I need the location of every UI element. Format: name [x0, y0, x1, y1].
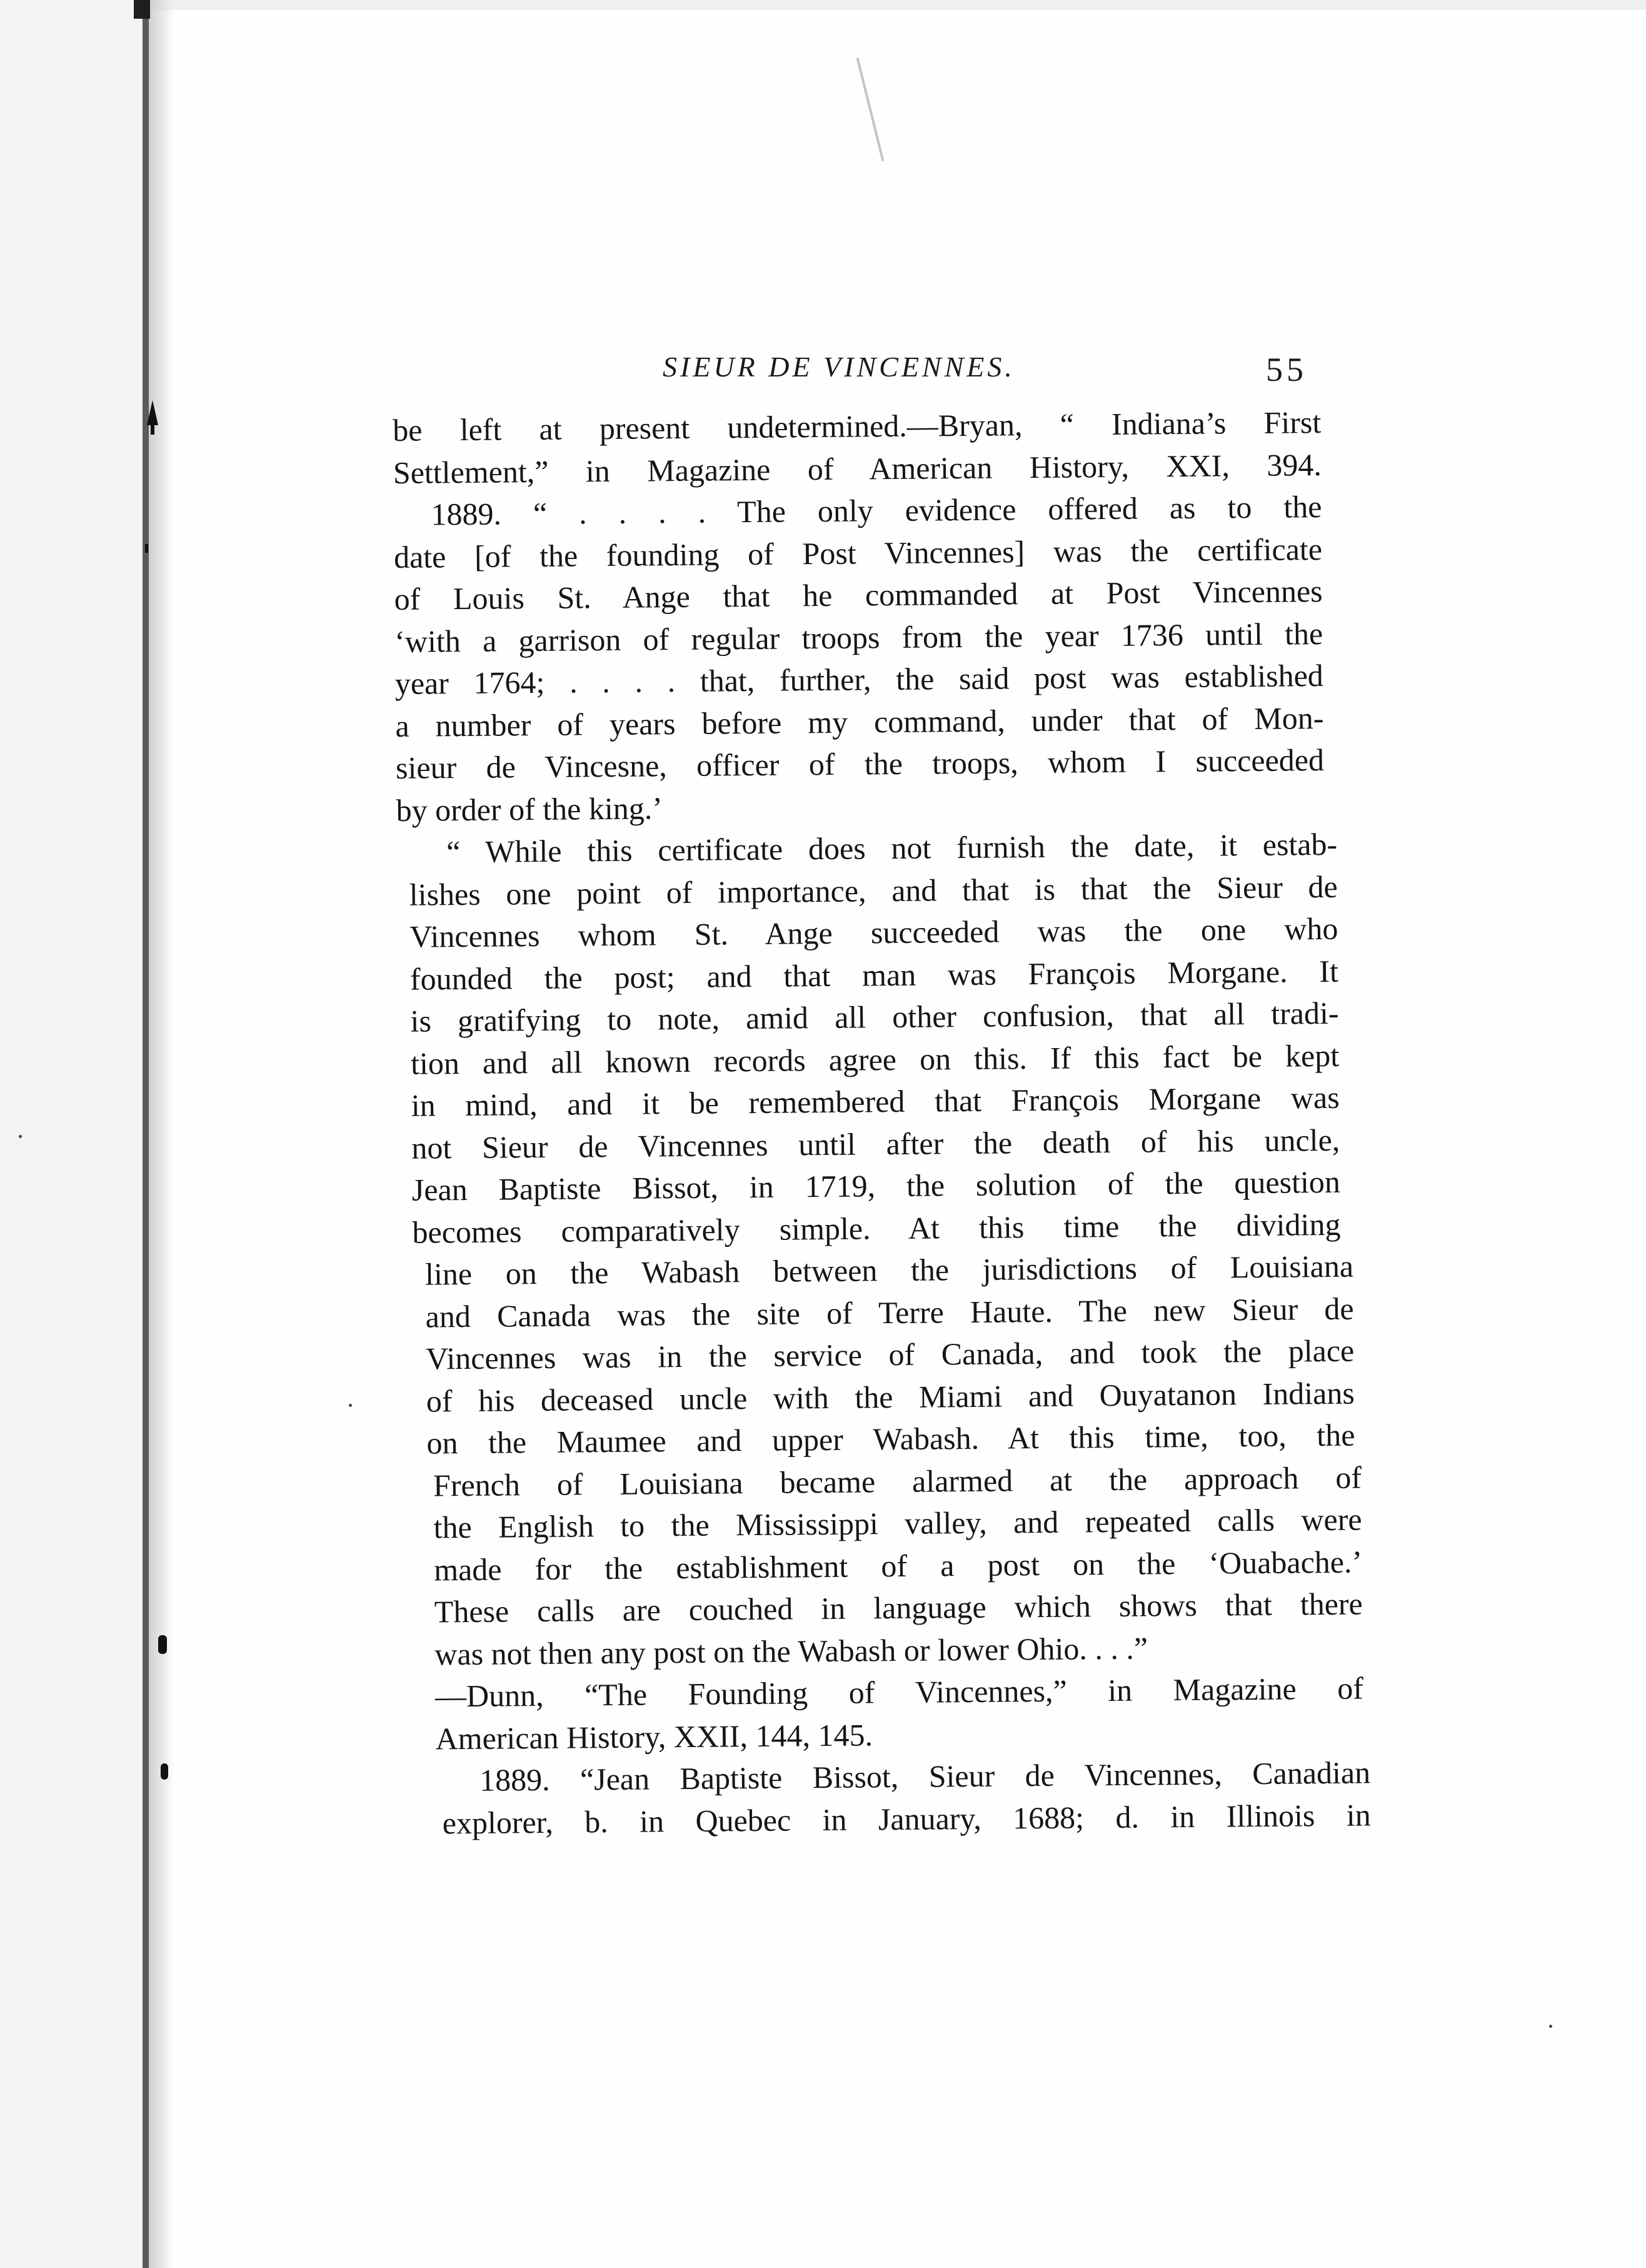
text-line: lishes one point of importance, and that is that the Sieur de	[409, 869, 1338, 912]
binding-edge	[143, 0, 149, 2268]
page-header	[0, 350, 1646, 394]
text-line: made for the establishment of a post on the ‘Ouabache.’	[433, 1544, 1363, 1587]
text-line: Vincennes was in the service of Canada, and took the place	[426, 1333, 1355, 1376]
dust-speck	[349, 1404, 352, 1407]
text-line: be left at present undetermined.—Bryan, “ Indiana’s First	[393, 405, 1322, 448]
text-line: Jean Baptiste Bissot, in 1719, the solution of the question	[411, 1164, 1341, 1207]
text-line: American History, XXII, 144, 145.	[435, 1716, 873, 1756]
page-number: 55	[1266, 351, 1307, 388]
text-line: tion and all known records agree on this. If this fact be kept	[410, 1037, 1340, 1081]
text-line: explorer, b. in Quebec in January, 1688; d. in Illinois in	[442, 1797, 1371, 1840]
text-line: 1889. “ . . . . The only evidence offered as to the	[431, 489, 1322, 532]
text-line: ‘with a garrison of regular troops from the year 1736 until the	[394, 615, 1323, 659]
running-head: SIEUR DE VINCENNES.	[663, 351, 1015, 383]
body-text	[393, 401, 1371, 1845]
text-line: of his deceased uncle with the Miami and Ouyatanon Indians	[426, 1375, 1355, 1419]
text-line: by order of the king.’	[396, 790, 663, 828]
margin-arrow-mark	[147, 400, 158, 425]
text-line: not Sieur de Vincennes until after the death of his uncle,	[411, 1122, 1340, 1166]
text-line: of Louis St. Ange that he commanded at Post Vincennes	[394, 573, 1323, 617]
text-line: is gratifying to note, amid all other confusion, that all tradi-	[410, 995, 1339, 1039]
text-line: 1889. “Jean Baptiste Bissot, Sieur de Vincennes, Canadian	[479, 1755, 1371, 1798]
text-line: Vincennes whom St. Ange succeeded was the one who	[409, 910, 1338, 954]
text-line: “ While this certificate does not furnish the date, it estab-	[446, 826, 1338, 870]
dust-speck	[19, 1135, 22, 1138]
text-line: French of Louisiana became alarmed at the approach of	[433, 1459, 1362, 1503]
margin-ink-mark	[161, 1763, 168, 1780]
text-line: sieur de Vincesne, officer of the troops, whom I succeeded	[395, 742, 1325, 785]
text-line: line on the Wabash between the jurisdictions of Louisiana	[424, 1248, 1354, 1292]
margin-tick-mark	[145, 544, 148, 553]
page-top-edge	[138, 0, 1646, 10]
text-line: was not then any post on the Wabash or lower Ohio. . . .”	[434, 1630, 1148, 1671]
margin-ink-mark	[158, 1635, 167, 1654]
text-line: the English to the Mississippi valley, and repeated calls were	[433, 1501, 1362, 1545]
text-line: a number of years before my command, under that of Mon-	[395, 700, 1324, 743]
text-line: Settlement,” in Magazine of American History, XXI, 394.	[393, 446, 1322, 490]
text-line: founded the post; and that man was François Morgane. It	[409, 953, 1339, 997]
corner-shadow	[134, 0, 150, 19]
text-line: becomes comparatively simple. At this time the dividing	[412, 1206, 1341, 1250]
text-line: on the Maumee and upper Wabash. At this time, too, the	[426, 1417, 1355, 1461]
text-line: year 1764; . . . . that, further, the said post was established	[394, 658, 1324, 701]
gutter-shadow	[149, 0, 174, 2268]
text-line: —Dunn, “The Founding of Vincennes,” in Magazine of	[434, 1670, 1364, 1714]
text-line: and Canada was the site of Terre Haute. The new Sieur de	[425, 1291, 1354, 1334]
text-line: date [of the founding of Post Vincennes] was the certificate	[393, 531, 1323, 575]
dust-speck	[1549, 2025, 1552, 2028]
text-line: These calls are couched in language which shows that there	[434, 1586, 1363, 1630]
margin-arrow-stem	[151, 422, 154, 435]
text-line: in mind, and it be remembered that François Morgane was	[411, 1079, 1340, 1123]
